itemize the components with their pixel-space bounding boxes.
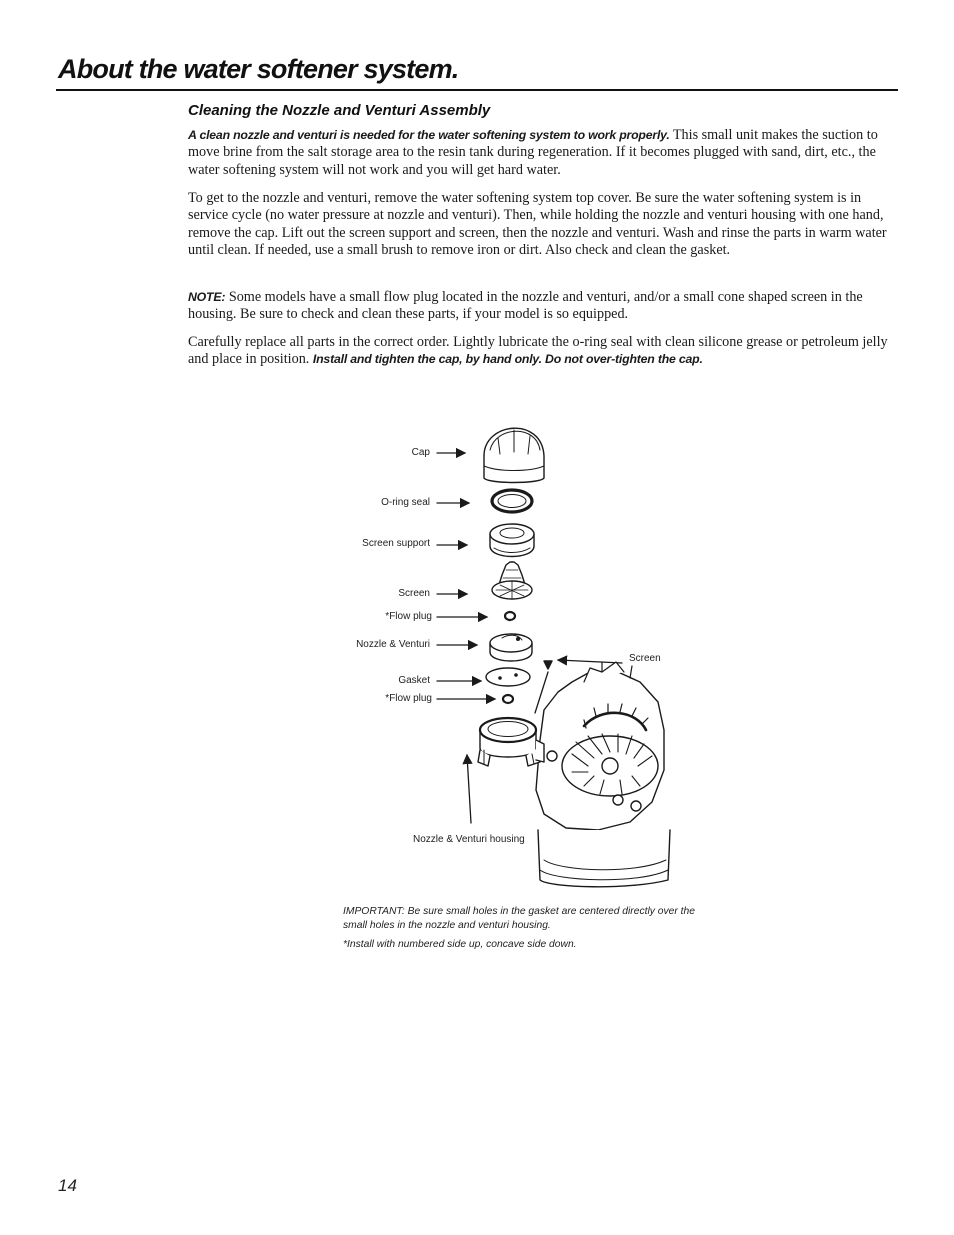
flow-plug-part-1 <box>505 612 515 620</box>
label-oring-seal: O-ring seal <box>381 497 430 508</box>
note-text: Some models have a small flow plug located in the nozzle and venturi, and/or a small cone shaped screen in the housing. Be sure to check and clean these parts, if your model is so equipped. <box>188 289 863 323</box>
gasket-part <box>486 668 530 686</box>
cap-part <box>484 428 544 482</box>
replace-warning: Install and tighten the cap, by hand only. Do not over-tighten the cap. <box>312 352 703 367</box>
diagram-notes <box>343 905 723 952</box>
screen-part <box>492 562 532 599</box>
label-housing: Nozzle & Venturi housing <box>413 834 525 845</box>
label-cap: Cap <box>411 447 430 458</box>
important-note: IMPORTANT: Be sure small holes in the gasket are centered directly over the small holes in the nozzle and venturi housing. <box>343 906 695 931</box>
paragraph-note <box>188 289 894 324</box>
note-lead: NOTE: <box>188 290 226 304</box>
paragraph-replace <box>188 334 894 369</box>
replace-text: Carefully replace all parts in the correct order. Lightly lubricate the o-ring seal with clean silicone grease or petroleum jelly and place in position. <box>188 334 888 368</box>
label-screen-right: Screen <box>629 653 661 664</box>
install-note: *Install with numbered side up, concave side down. <box>343 939 577 950</box>
exploded-assembly-diagram <box>340 410 700 900</box>
paragraph-instructions: To get to the nozzle and venturi, remove the water softening system top cover. Be sure the water softening system is in service cycle (no water pressure at nozzle and venturi). Then, while holding the nozzle and venturi housing with one hand, remove the cap. Lift out the screen support and screen, then the nozzle and venturi. Wash and rinse the parts in warm water until clean. If needed, use a small brush to remove iron or dirt. Also check and clean the gasket. <box>188 190 887 258</box>
screen-support-part <box>490 524 534 557</box>
label-nozzle-venturi: Nozzle & Venturi <box>356 639 430 650</box>
title-divider <box>56 89 898 91</box>
label-flow-plug-1: *Flow plug <box>385 611 432 622</box>
intro-text: This small unit makes the suction to move brine from the salt storage area to the resin tank during regeneration. If it becomes plugged with sand, dirt, etc., the water softening system will not work and you will get hard water. <box>188 127 878 178</box>
intro-lead: A clean nozzle and venturi is needed for the water softening system to work properly. <box>188 128 670 142</box>
cone-screen-part <box>544 661 552 669</box>
page-title: About the water softener system. <box>58 54 459 84</box>
label-gasket: Gasket <box>398 675 430 686</box>
page-number: 14 <box>58 1176 77 1195</box>
nozzle-venturi-part <box>490 634 532 661</box>
label-flow-plug-2: *Flow plug <box>385 693 432 704</box>
flow-plug-part-2 <box>503 695 513 703</box>
section-heading: Cleaning the Nozzle and Venturi Assembly <box>188 102 491 119</box>
label-screen-support: Screen support <box>362 538 430 549</box>
label-screen: Screen <box>398 588 430 599</box>
paragraph-intro <box>188 127 894 179</box>
